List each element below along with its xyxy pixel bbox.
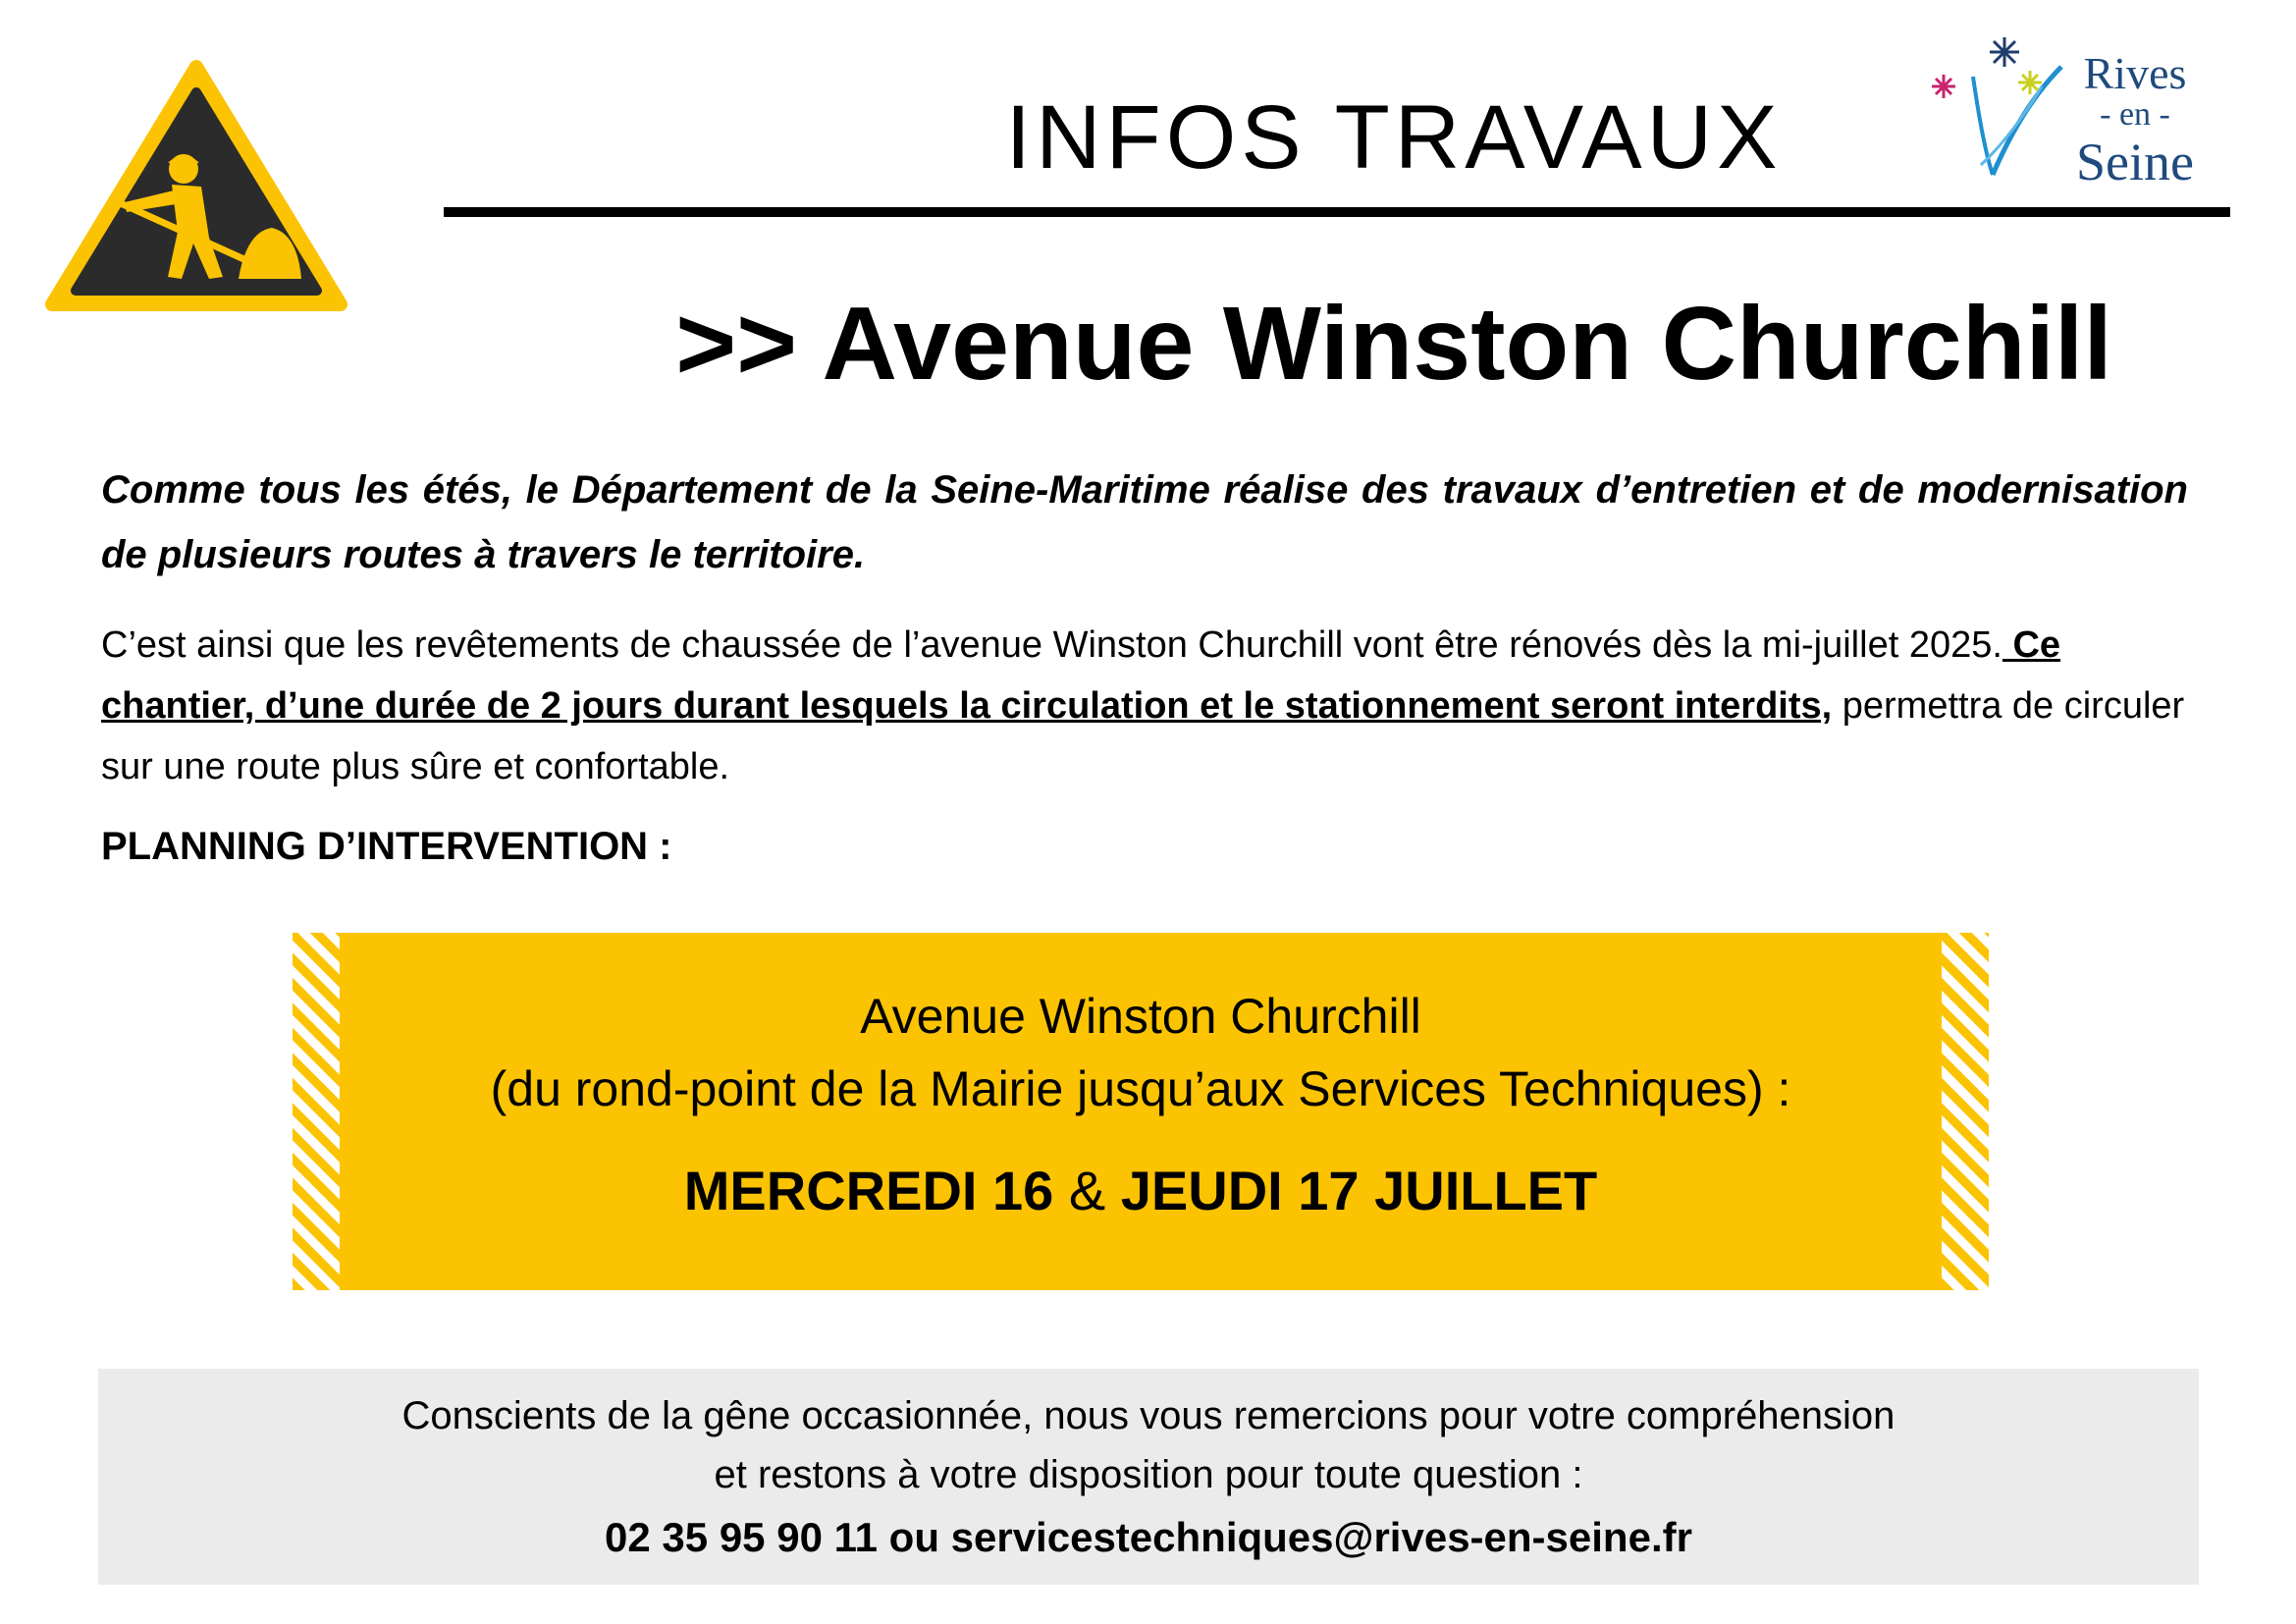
rives-en-seine-logo [1924, 27, 2218, 189]
header-divider [444, 207, 2230, 217]
footer-contact: 02 35 95 90 11 ou servicestechniques@rives-en-seine.fr [605, 1514, 1692, 1560]
body-text-underlined: Ce chantier, d’une durée de 2 jours durant lesquels la circulation et le stationnement seront interdits, [101, 624, 2061, 727]
body-text-end: permettra de circuler sur une route plus sûre et confortable. [101, 685, 2185, 787]
footer-box [98, 1369, 2199, 1585]
planning-heading: PLANNING D’INTERVENTION : [101, 825, 672, 868]
planning-connector: & [1053, 1160, 1121, 1221]
logo-text-seine: Seine [2076, 133, 2194, 191]
planning-date-1: MERCREDI 16 [683, 1160, 1054, 1221]
footer-text-line-2: et restons à votre disposition pour toute question : [714, 1453, 1583, 1496]
logo-text-rives: Rives [2083, 48, 2187, 98]
planning-date-2: JEUDI 17 JUILLET [1120, 1160, 1598, 1221]
intro-paragraph: Comme tous les étés, le Département de la Seine-Maritime réalise des travaux d’entretien et de modernisation de plusieurs routes à travers le territoire. [101, 468, 2188, 576]
roadwork-warning-icon [44, 59, 348, 314]
planning-dates [293, 1159, 1989, 1222]
body-text-start: C’est ainsi que les revêtements de chaussée de l’avenue Winston Churchill vont être rénovés dès la mi-juillet 2025. [101, 624, 2002, 666]
page-title: >> Avenue Winston Churchill [675, 286, 2112, 402]
footer-text-line-1: Conscients de la gêne occasionnée, nous vous remercions pour votre compréhension [401, 1394, 1896, 1437]
logo-text-en: - en - [2100, 96, 2170, 133]
header-title: INFOS TRAVAUX [1005, 87, 1783, 188]
planning-box [293, 933, 1989, 1290]
planning-street: Avenue Winston Churchill [860, 989, 1421, 1044]
planning-section: (du rond-point de la Mairie jusqu’aux Services Techniques) : [490, 1061, 1791, 1116]
body-paragraph [101, 615, 2188, 797]
